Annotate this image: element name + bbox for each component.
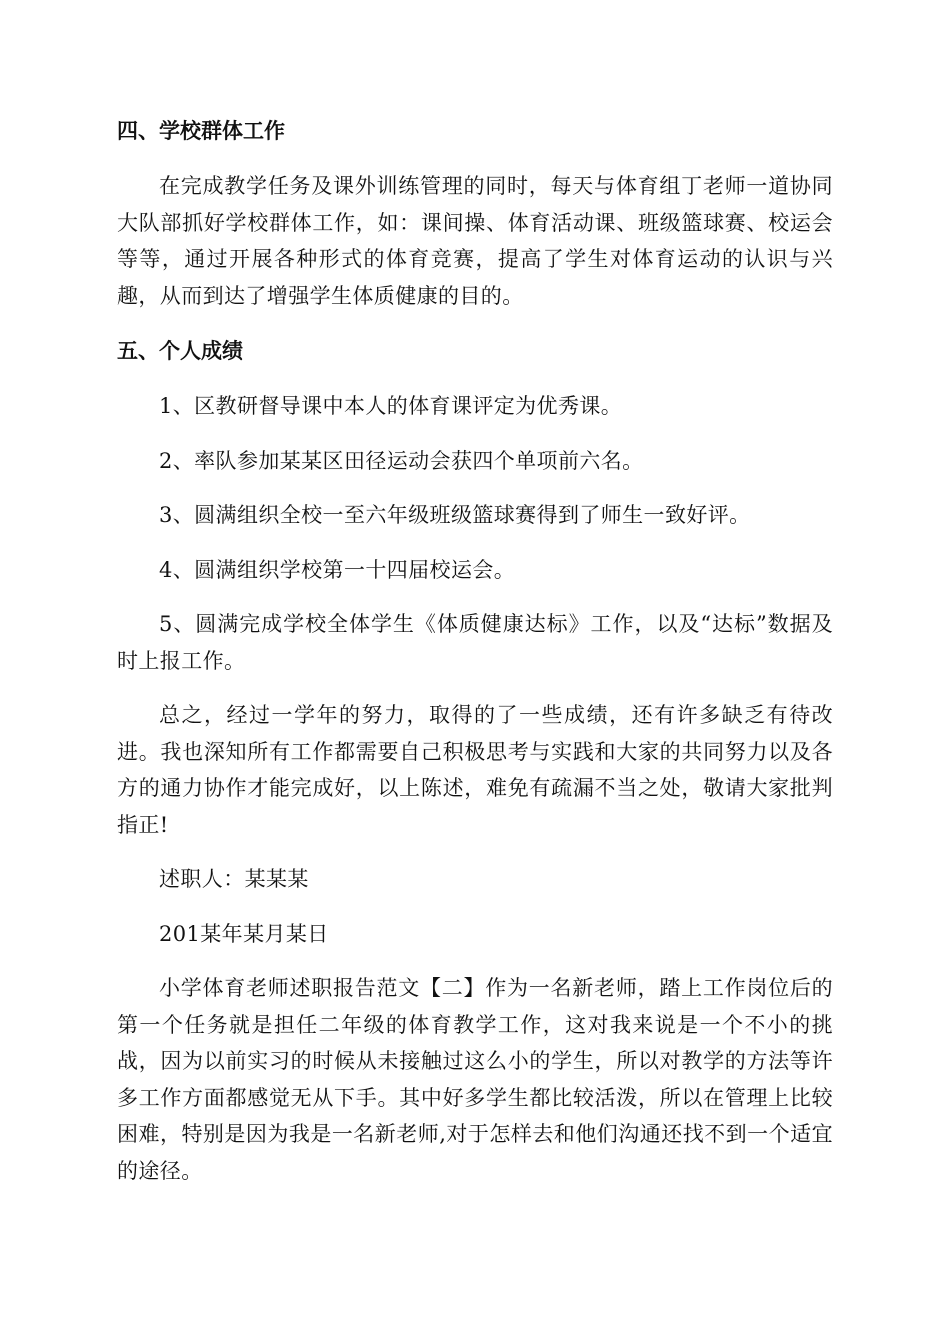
achievement-item-4: 4、圆满组织学校第一十四届校运会。 [159, 557, 516, 582]
section-5-heading: 五、个人成绩 [117, 339, 243, 363]
conclusion-paragraph: 总之，经过一学年的努力，取得的了一些成绩，还有许多缺乏有待改进。我也深知所有工作都需要自己积极思考与实践和大家的共同努力以及各方的通力协作才能完成好，以上陈述，难免有疏漏不当之处，敬请大家批判指正! [117, 703, 833, 837]
achievement-item-2: 2、率队参加某某区田径运动会获四个单项前六名。 [159, 448, 644, 473]
achievement-item-5: 5、圆满完成学校全体学生《体质健康达标》工作，以及“达标”数据及时上报工作。 [117, 612, 833, 673]
section-4-paragraph: 在完成教学任务及课外训练管理的同时，每天与体育组丁老师一道协同大队部抓好学校群体工作，如：课间操、体育活动课、班级篮球赛、校运会等等，通过开展各种形式的体育竞赛，提高了学生对体育运动的认识与兴趣，从而到达了增强学生体质健康的目的。 [117, 174, 833, 308]
report-date: 201某年某月某日 [159, 921, 329, 946]
document-page [117, 113, 833, 1189]
section-4-heading: 四、学校群体工作 [117, 119, 285, 143]
reporter-signature: 述职人：某某某 [159, 867, 309, 891]
achievement-item-3: 3、圆满组织全校一至六年级班级篮球赛得到了师生一致好评。 [159, 503, 751, 527]
achievement-item-1: 1、区教研督导课中本人的体育课评定为优秀课。 [159, 394, 623, 418]
next-report-paragraph: 小学体育老师述职报告范文【二】作为一名新老师，踏上工作岗位后的第一个任务就是担任二年级的体育教学工作，这对我来说是一个不小的挑战，因为以前实习的时候从未接触过这么小的学生，所以对教学的方法等许多工作方面都感觉无从下手。其中好多学生都比较活泼，所以在管理上比较困难，特别是因为我是一名新老师,对于怎样去和他们沟通还找不到一个适宜的途径。 [117, 976, 833, 1183]
